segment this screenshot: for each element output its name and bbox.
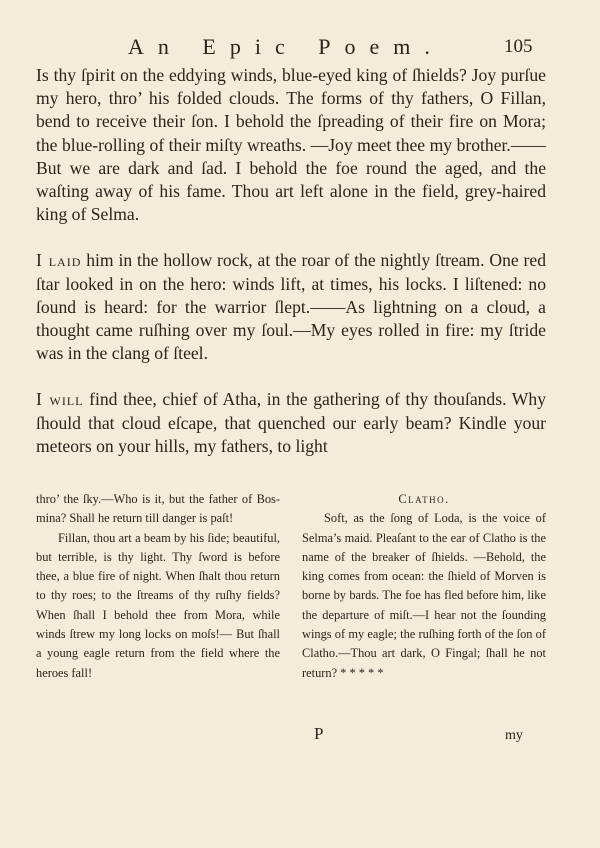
paragraph-3 [36,388,546,458]
page-footer [0,724,600,750]
signature-mark: P [314,724,324,743]
footnote-heading: Clatho. [398,492,450,506]
footnote-left-paragraph-2: Fillan, thou art a beam by his ſide; beautiful, but terrible, is thy light. Thy ſword is before thee, a blue fire of night. When ſhalt thou return to thy roes; to the ſtreams of thy ruſhy fields? When ſhall I behold thee from Mora, while winds ſtrew my long locks on moſs!— But ſhall a young eagle return from the field where the heroes fall! [36,530,280,680]
paragraph-3-lead: I will [36,389,84,410]
footnote-column-right [302,490,546,683]
running-title: An Epic Poem. [128,34,444,59]
footnote-left-paragraph-1: thro’ the ſky.—Who is it, but the father of Bos-mina? Shall he return till danger is paſt! [36,492,280,526]
main-text [36,64,546,458]
paragraph-2 [36,249,546,365]
page-number: 105 [504,36,533,57]
running-head [0,34,600,62]
footnote-right-paragraph-1: Soft, as the ſong of Loda, is the voice of Selma’s maid. Pleaſant to the ear of Clatho is the name of the breaker of ſhields. —Behold, the king comes from ocean: the ſhield of Morven is borne by bards. The foe has fled before him, like the departure of miſt.—I hear not the ſounding wings of my eagle; the ruſhing forth of the ſon of Clatho.—Thou art dark, O Fingal; ſhall he not return? * * * * * [302,511,546,680]
paragraph-2-text: him in the hollow rock, at the roar of the nightly ſtream. One red ſtar looked in on the hero: winds lift, at times, his locks. I liſtened: no ſound is heard: for the warrior ſlept.——As lightning on a cloud, a thought came ruſhing over my ſoul.—My eyes rolled in fire: my ſtride was in the clang of ſteel. [36,250,546,364]
paragraph-1: Is thy ſpirit on the eddying winds, blue-eyed king of ſhields? Joy purſue my hero, thro’ his folded clouds. The forms of thy fathers, O Fillan, bend to receive their ſon. I behold the ſpreading of their fire on Mora; the blue-rolling of their miſty wreaths. —Joy meet thee my brother.——But we are dark and ſad. I behold the foe round the aged, and the waſting away of his fame. Thou art left alone in the field, grey-haired king of Selma. [36,65,546,225]
footnote-column-left [36,490,280,683]
catchword: my [505,728,523,743]
paragraph-2-lead: I laid [36,250,82,271]
paragraph-3-text: find thee, chief of Atha, in the gathering of thy thouſands. Why ſhould that cloud eſcape, that quenched our early beam? Kindle your meteors on your hills, my fathers, to light [36,389,546,456]
